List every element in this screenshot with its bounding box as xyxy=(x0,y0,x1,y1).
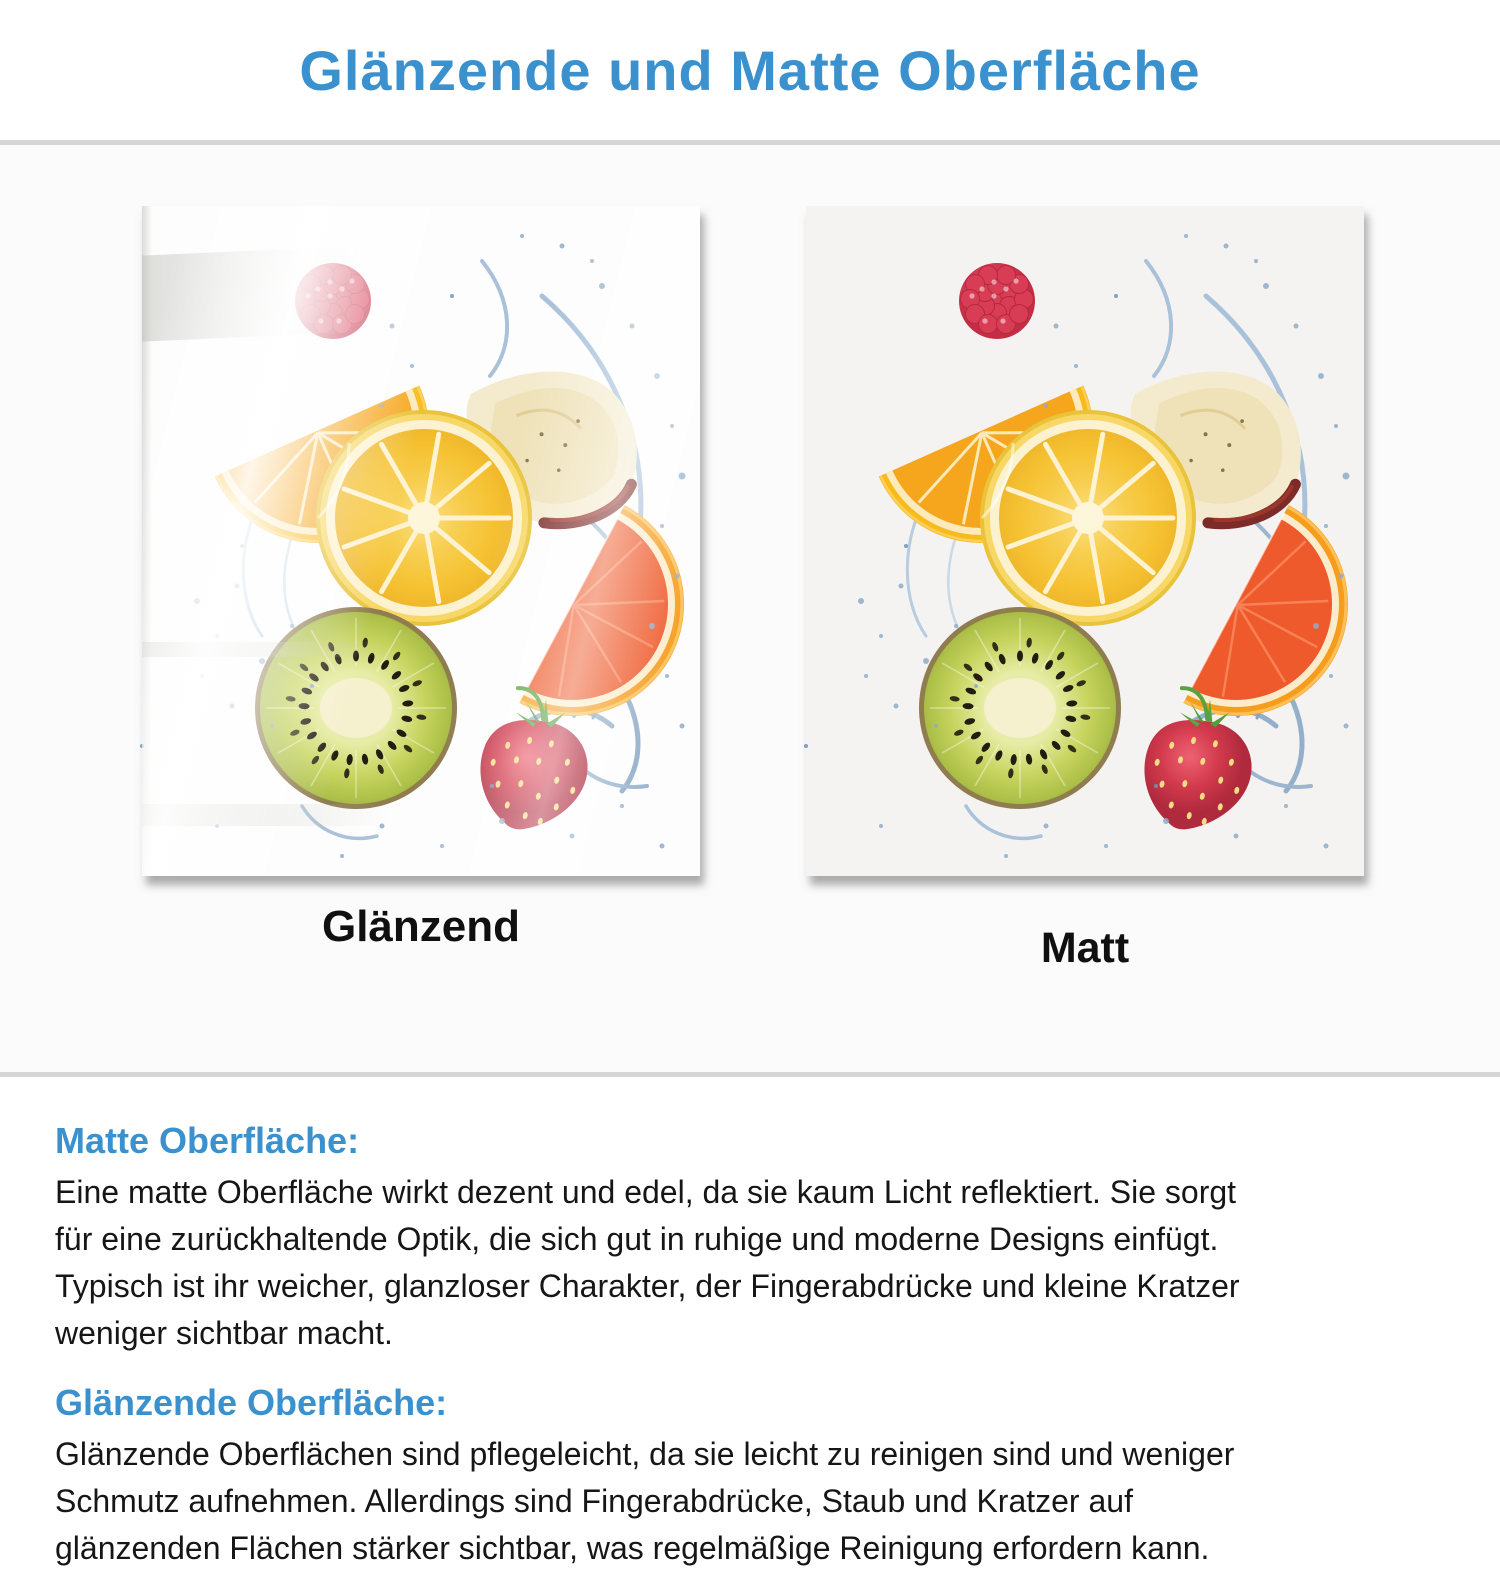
matte-product-image xyxy=(806,206,1364,876)
glossy-section-heading: Glänzende Oberfläche: xyxy=(55,1382,448,1423)
surface-comparison-section xyxy=(0,140,1500,1077)
body-line: glänzenden Flächen stärker sichtbar, was regelmäßige Reinigung erfordern kann. xyxy=(55,1530,1210,1566)
panel-matte xyxy=(806,206,1364,973)
body-line: Schmutz aufnehmen. Allerdings sind Fingerabdrücke, Staub und Kratzer auf xyxy=(55,1483,1133,1519)
body-line: Eine matte Oberfläche wirkt dezent und edel, da sie kaum Licht reflektiert. Sie sorgt xyxy=(55,1174,1237,1210)
page-title: Glänzende und Matte Oberfläche xyxy=(299,38,1201,102)
matte-label: Matt xyxy=(1040,924,1130,972)
matte-description-section xyxy=(55,1121,1445,1357)
body-line: Glänzende Oberflächen sind pflegeleicht, da sie leicht zu reinigen sind und weniger xyxy=(55,1436,1235,1472)
glossy-label: Glänzend xyxy=(321,902,521,951)
panel-glossy xyxy=(142,206,700,952)
matte-section-heading: Matte Oberfläche: xyxy=(55,1120,360,1161)
body-line: für eine zurückhaltende Optik, die sich gut in ruhige und moderne Designs einfügt. xyxy=(55,1221,1219,1257)
glossy-description-section xyxy=(55,1383,1445,1572)
glossy-product-image xyxy=(142,206,700,876)
fruit-splash-art xyxy=(806,206,1364,876)
header xyxy=(0,0,1500,140)
fruit-splash-art xyxy=(142,206,700,876)
body-line: Typisch ist ihr weicher, glanzloser Charakter, der Fingerabdrücke und kleine Kratzer xyxy=(55,1268,1240,1304)
body-line: weniger sichtbar macht. xyxy=(55,1315,393,1351)
description-area xyxy=(0,1077,1500,1572)
